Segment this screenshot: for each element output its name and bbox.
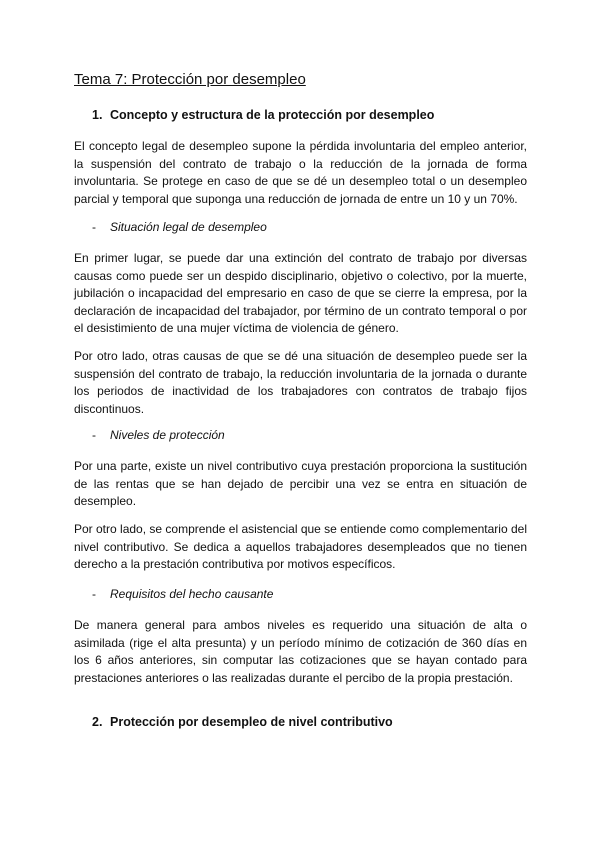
section-1-heading-text: Concepto y estructura de la protección por desempleo — [110, 108, 435, 122]
subsection-2-bullet: - — [92, 428, 96, 442]
requisitos-paragraph-1: De manera general para ambos niveles es requerido una situación de alta o asimilada (rige el alta presunta) y un período mínimo de cotización de 360 días en los 6 años anteriores, sin computar las cotizaciones que se hayan contado para prestaciones anteriores o las realizadas durante el percibo de la propia prestación. — [74, 618, 527, 685]
subsection-3-bullet: - — [92, 587, 96, 601]
subsection-1-bullet: - — [92, 220, 96, 234]
section-1-number: 1. — [92, 108, 103, 122]
niveles-proteccion-paragraph-2: Por otro lado, se comprende el asistencial que se entiende como complementario del nivel contributivo. Se dedica a aquellos trabajadores desempleados que no tienen derecho a la prestación contributiva por motivos específicos. — [74, 522, 527, 571]
subsection-niveles-proteccion — [92, 428, 225, 442]
subsection-situacion-legal — [92, 220, 267, 234]
niveles-proteccion-paragraph-1: Por una parte, existe un nivel contributivo cuya prestación proporciona la sustitución de las rentas que se han dejado de percibir una vez se entra en situación de desempleo. — [74, 459, 527, 508]
subsection-1-title: Situación legal de desempleo — [110, 220, 267, 234]
situacion-legal-paragraph-2: Por otro lado, otras causas de que se dé una situación de desempleo puede ser la suspensión del contrato de trabajo, la reducción involuntaria de la jornada o durante los periodos de inactividad de los trabajadores con contratos de trabajo fijos discontinuos. — [74, 349, 527, 416]
subsection-2-title: Niveles de protección — [110, 428, 225, 442]
subsection-requisitos-hecho-causante — [92, 587, 273, 601]
section-2-heading — [92, 715, 393, 729]
section-1-heading — [92, 108, 434, 122]
section-1-intro-paragraph: El concepto legal de desempleo supone la pérdida involuntaria del empleo anterior, la suspensión del contrato de trabajo o la reducción de la jornada de forma involuntaria. Se protege en caso de que se dé un desempleo total o un desempleo parcial y temporal que suponga una reducción de jornada de entre un 10 y un 70%. — [74, 139, 527, 206]
page-title: Tema 7: Protección por desempleo — [74, 71, 306, 88]
situacion-legal-paragraph-1: En primer lugar, se puede dar una extinción del contrato de trabajo por diversas causas como puede ser un despido disciplinario, objetivo o colectivo, por la muerte, jubilación o incapacidad del empresario en caso de que se cierre la empresa, por la declaración de incapacidad del trabajador, por término de un contrato temporal o por el desistimiento de una mujer víctima de violencia de género. — [74, 251, 527, 335]
subsection-3-title: Requisitos del hecho causante — [110, 587, 274, 601]
section-2-number: 2. — [92, 715, 103, 729]
section-2-heading-text: Protección por desempleo de nivel contributivo — [110, 715, 393, 729]
